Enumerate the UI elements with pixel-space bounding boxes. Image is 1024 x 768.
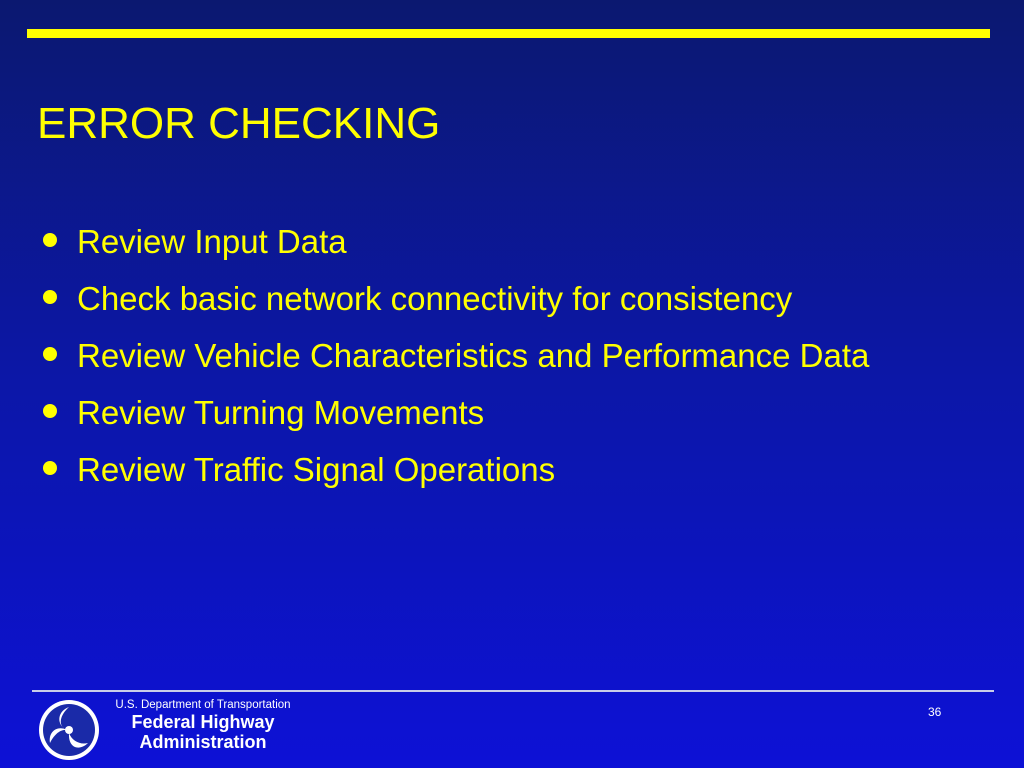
fhwa-logo-icon [38,699,100,761]
agency-block [98,698,308,752]
bullet-dot-icon [43,347,57,361]
bullet-item [37,448,977,491]
bullet-item [37,277,977,320]
bullet-item [37,334,977,377]
bullet-text: Review Traffic Signal Operations [77,451,556,488]
bullet-dot-icon [43,404,57,418]
bullet-text: Review Turning Movements [77,394,485,431]
bullet-item [37,391,977,434]
agency-name-line1: Federal Highway [131,712,275,732]
agency-name-line2: Administration [139,732,267,752]
bullet-text: Review Vehicle Characteristics and Performance Data [77,337,870,374]
bullet-dot-icon [43,461,57,475]
department-name: U.S. Department of Transportation [115,699,291,711]
bullet-text: Review Input Data [77,223,347,260]
bullet-item [37,220,977,263]
footer-divider [32,690,994,692]
page-number: 36 [928,705,942,719]
bullet-dot-icon [43,290,57,304]
bullet-dot-icon [43,233,57,247]
slide-title: ERROR CHECKING [37,99,441,148]
bullet-list [37,220,977,505]
top-accent-bar [27,29,990,38]
bullet-text: Check basic network connectivity for consistency [77,280,793,317]
